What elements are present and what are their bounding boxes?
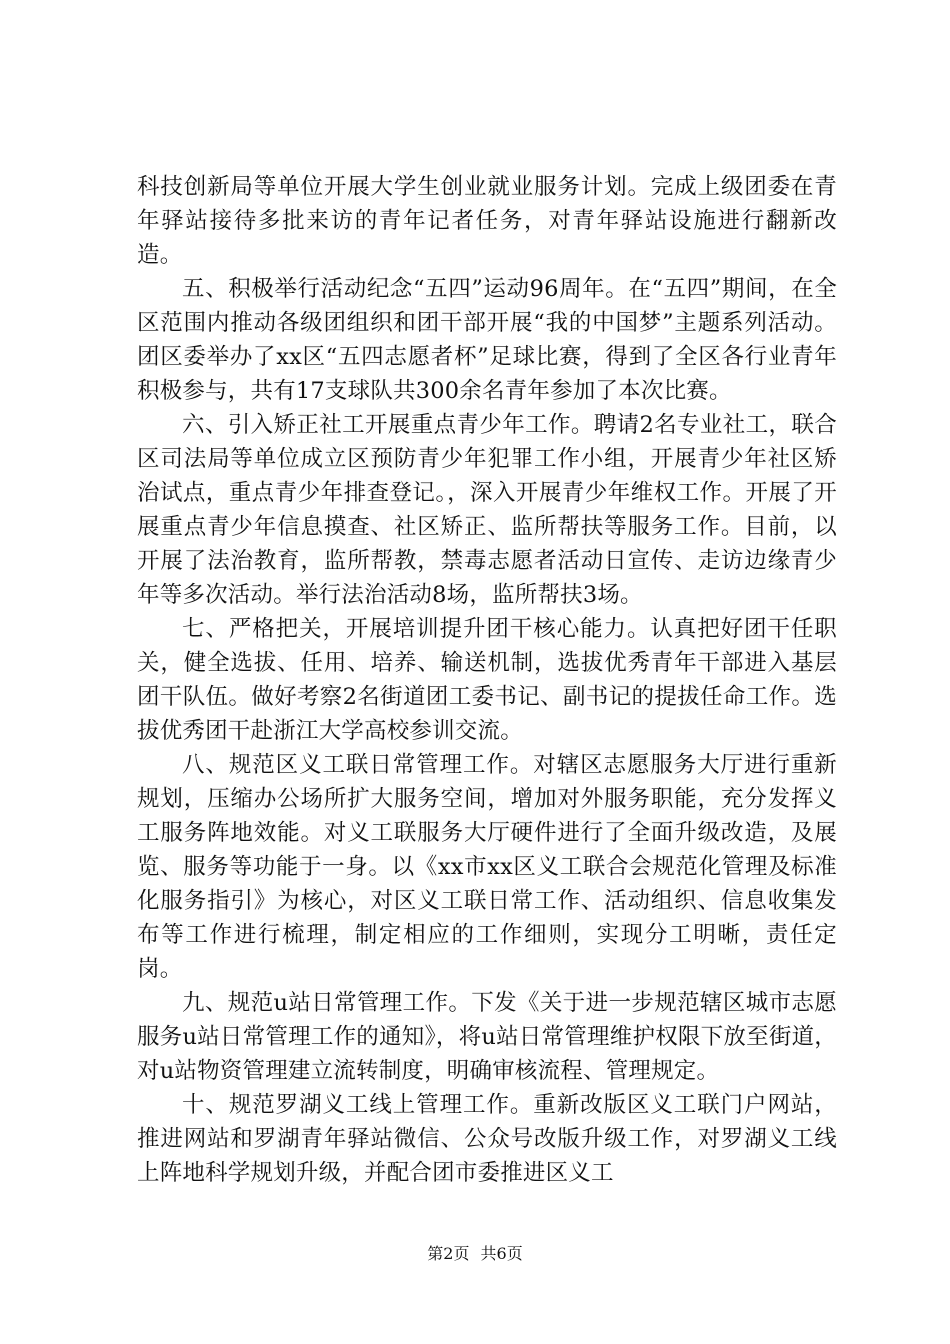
paragraph-item-9: 九、规范u站日常管理工作。下发《关于进一步规范辖区城市志愿服务u站日常管理工作的通知》，将u站日常管理维护权限下放至街道，对u站物资管理建立流转制度，明确审核流程、管理规定。 [137, 990, 837, 1084]
paragraph-continuation: 科技创新局等单位开展大学生创业就业服务计划。完成上级团委在青年驿站接待多批来访的青年记者任务，对青年驿站设施进行翻新改造。 [137, 174, 837, 268]
paragraph-item-8: 八、规范区义工联日常管理工作。对辖区志愿服务大厅进行重新规划，压缩办公场所扩大服务空间，增加对外服务职能，充分发挥义工服务阵地效能。对义工联服务大厅硬件进行了全面升级改造，及展览、服务等功能于一身。以《xx市xx区义工联合会规范化管理及标准化服务指引》为核心，对区义工联日常工作、活动组织、信息收集发布等工作进行梳理，制定相应的工作细则，实现分工明晰，责任定岗。 [137, 752, 837, 982]
page-total: 共6页 [480, 1244, 523, 1263]
paragraph-item-10: 十、规范罗湖义工线上管理工作。重新改版区义工联门户网站，推进网站和罗湖青年驿站微信、公众号改版升级工作，对罗湖义工线上阵地科学规划升级，并配合团市委推进区义工 [137, 1092, 837, 1186]
paragraph-item-6: 六、引入矫正社工开展重点青少年工作。聘请2名专业社工，联合区司法局等单位成立区预防青少年犯罪工作小组，开展青少年社区矫治试点，重点青少年排查登记。，深入开展青少年维权工作。开展了开展重点青少年信息摸查、社区矫正、监所帮扶等服务工作。目前，以开展了法治教育，监所帮教，禁毒志愿者活动日宣传、走访边缘青少年等多次活动。举行法治活动8场，监所帮扶3场。 [137, 412, 837, 608]
paragraph-item-7: 七、严格把关，开展培训提升团干核心能力。认真把好团干任职关，健全选拔、任用、培养、输送机制，选拔优秀青年干部进入基层团干队伍。做好考察2名街道团工委书记、副书记的提拔任命工作。选拔优秀团干赴浙江大学高校参训交流。 [137, 616, 837, 744]
paragraph-item-5: 五、积极举行活动纪念“五四”运动96周年。在“五四”期间，在全区范围内推动各级团组织和团干部开展“我的中国梦”主题系列活动。团区委举办了xx区“五四志愿者杯”足球比赛，得到了全区各行业青年积极参与，共有17支球队共300余名青年参加了本次比赛。 [137, 276, 837, 404]
document-body [137, 170, 837, 1190]
page-number: 第2页 [427, 1244, 470, 1263]
page-footer [0, 1244, 950, 1264]
